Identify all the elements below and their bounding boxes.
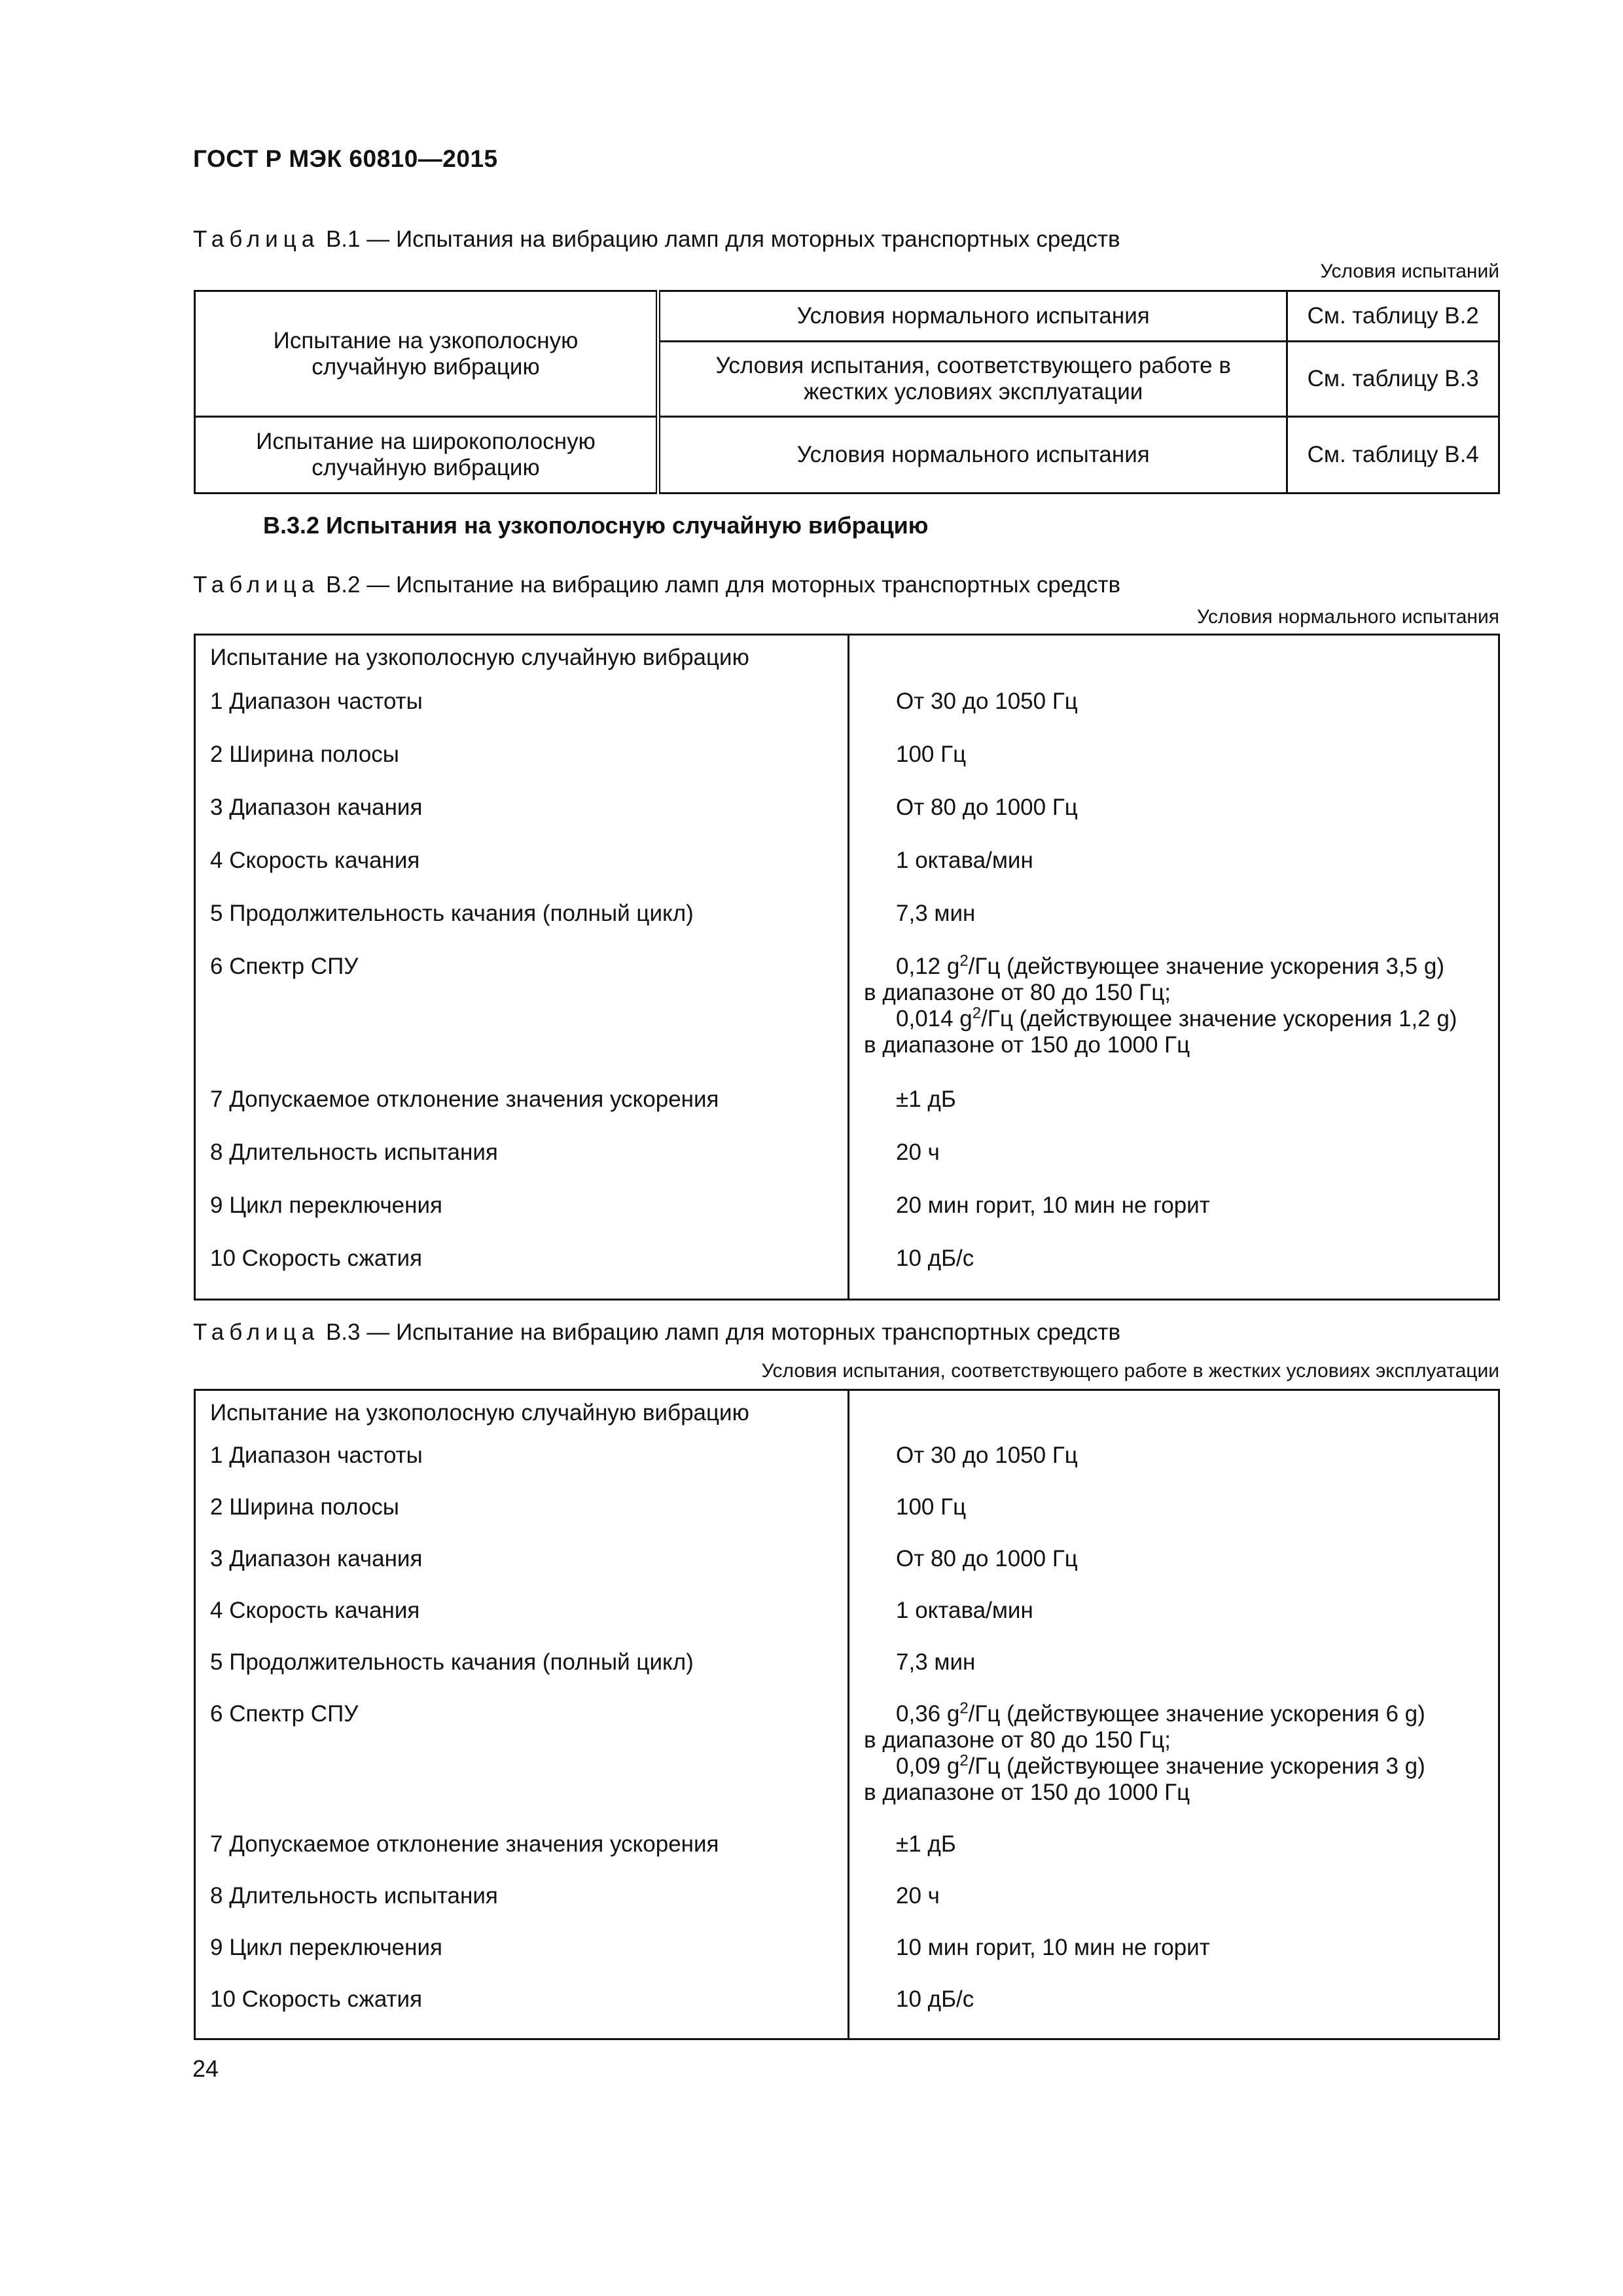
- table-b3-value-text: ±1 дБ: [896, 1831, 956, 1857]
- table-b2-value-text: 10 дБ/с: [896, 1246, 974, 1271]
- table-b3-row-value: [849, 1883, 1499, 1935]
- table-b1-normal: Условия нормального испытания: [658, 291, 1287, 342]
- table-b2-row-label: 3 Диапазон качания: [195, 795, 849, 848]
- table-b3-value-text: 20 ч: [896, 1883, 940, 1909]
- standard-designation: ГОСТ Р МЭК 60810—2015: [193, 145, 498, 172]
- table-b2-row-label: 4 Скорость качания: [195, 848, 849, 901]
- table-b3-spectrum: [849, 1701, 1499, 1831]
- table-b3-row-label: 10 Скорость сжатия: [195, 1986, 849, 2039]
- table-b2-spectrum-line-2: в диапазоне от 80 до 150 Гц;: [864, 980, 1171, 1005]
- table-b2-row-value: [849, 1139, 1499, 1193]
- table-b2: [194, 634, 1500, 1300]
- table-b1-ref-b2: См. таблицу В.2: [1287, 291, 1499, 342]
- table-b3-row-label: 5 Продолжительность качания (полный цикл): [195, 1649, 849, 1701]
- table-b2-row-label: 6 Спектр СПУ: [195, 954, 849, 1086]
- table-b2-spec1-value: 0,12 g: [896, 954, 960, 979]
- section-heading: В.3.2 Испытания на узкополосную случайную вибрацию: [263, 512, 929, 539]
- table-b3-spectrum-line-4: в диапазоне от 150 до 1000 Гц: [864, 1780, 1190, 1805]
- table-b1-severe-text: Условия испытания, соответствующего работе в жестких условиях эксплуатации: [715, 353, 1231, 404]
- table-b3-value-text: 100 Гц: [896, 1494, 967, 1520]
- table-b1-caption: [193, 226, 1120, 253]
- table-b3-row-label: 4 Скорость качания: [195, 1598, 849, 1649]
- table-b2-row-label: 10 Скорость сжатия: [195, 1246, 849, 1300]
- table-b1-normal-2: Условия нормального испытания: [658, 417, 1287, 493]
- table-b3-row-value: [849, 1546, 1499, 1598]
- table-b2-row-label: 1 Диапазон частоты: [195, 689, 849, 742]
- page-number: 24: [192, 2055, 219, 2082]
- table-b3-value-text: 7,3 мин: [896, 1649, 976, 1675]
- table-b2-spectrum-line-4: в диапазоне от 150 до 1000 Гц: [864, 1032, 1190, 1058]
- table-b2-head-value: [849, 635, 1499, 689]
- table-b3-spectrum-line-3: [864, 1753, 1498, 1780]
- table-b2-row-label: 5 Продолжительность качания (полный цикл): [195, 901, 849, 954]
- table-b3-row-label: 3 Диапазон качания: [195, 1546, 849, 1598]
- table-b1-narrowband: [195, 291, 658, 417]
- table-b3-conditions: Условия испытания, соответствующего работе в жестких условиях эксплуатации: [761, 1360, 1499, 1382]
- table-b2-row-label: 9 Цикл переключения: [195, 1193, 849, 1246]
- table-b2-value-text: ±1 дБ: [896, 1086, 956, 1112]
- table-b2-value-text: От 80 до 1000 Гц: [896, 795, 1078, 820]
- table-b3-row-value: [849, 1935, 1499, 1986]
- table-b3: [194, 1389, 1500, 2040]
- table-b3-row-label: 2 Ширина полосы: [195, 1494, 849, 1546]
- table-b2-value-text: 20 ч: [896, 1139, 940, 1165]
- table-b2-value-text: 7,3 мин: [896, 901, 976, 926]
- table-b2-value-text: От 30 до 1050 Гц: [896, 689, 1078, 714]
- table-b3-value-text: 1 октава/мин: [896, 1598, 1033, 1623]
- table-b1-caption-word: Таблица: [193, 226, 320, 252]
- table-b2-spec2-exp: 2: [972, 1004, 982, 1022]
- table-b2-row-label: 7 Допускаемое отклонение значения ускорения: [195, 1086, 849, 1139]
- table-b2-row-label: 2 Ширина полосы: [195, 742, 849, 795]
- table-b2-value-text: 20 мин горит, 10 мин не горит: [896, 1193, 1210, 1218]
- table-b3-spec1-value: 0,36 g: [896, 1701, 960, 1727]
- table-b3-spec2-desc: /Гц (действующее значение ускорения 3 g): [968, 1753, 1425, 1779]
- table-b3-head: Испытание на узкополосную случайную вибрацию: [195, 1390, 849, 1443]
- table-b3-row-label: 6 Спектр СПУ: [195, 1701, 849, 1831]
- table-b2-spectrum-line-3: [864, 1006, 1498, 1032]
- table-b2-row-value: [849, 1086, 1499, 1139]
- table-b2-spec2-value: 0,014 g: [896, 1006, 972, 1031]
- table-b3-row-label: 8 Длительность испытания: [195, 1883, 849, 1935]
- table-b1-caption-text: В.1 — Испытания на вибрацию ламп для моторных транспортных средств: [319, 226, 1120, 252]
- table-b3-row-label: 7 Допускаемое отклонение значения ускорения: [195, 1831, 849, 1883]
- table-b2-head: Испытание на узкополосную случайную вибрацию: [195, 635, 849, 689]
- table-b2-row-value: [849, 689, 1499, 742]
- table-b2-caption-text: В.2 — Испытание на вибрацию ламп для моторных транспортных средств: [319, 572, 1121, 598]
- table-b3-spec2-exp: 2: [959, 1751, 969, 1770]
- table-b2-spec1-exp: 2: [959, 952, 969, 970]
- table-b3-row-value: [849, 1986, 1499, 2039]
- table-b3-value-text: 10 мин горит, 10 мин не горит: [896, 1935, 1210, 1960]
- table-b3-spectrum-line-2: в диапазоне от 80 до 150 Гц;: [864, 1727, 1171, 1753]
- table-b1-broadband: [195, 417, 658, 493]
- table-b1-ref-b3: См. таблицу В.3: [1287, 342, 1499, 417]
- table-b1-broadband-text: Испытание на широкополосную случайную вибрацию: [256, 429, 596, 480]
- table-b3-caption: [193, 1319, 1120, 1346]
- table-b1-severe: [658, 342, 1287, 417]
- table-b2-conditions: Условия нормального испытания: [1196, 606, 1499, 628]
- table-b2-row-value: [849, 795, 1499, 848]
- table-b2-caption-word: Таблица: [193, 572, 320, 598]
- table-b1-ref-b4: См. таблицу В.4: [1287, 417, 1499, 493]
- table-b3-row-value: [849, 1443, 1499, 1494]
- table-b1-narrowband-text: Испытание на узкополосную случайную вибрацию: [273, 327, 579, 380]
- table-b2-row-value: [849, 848, 1499, 901]
- table-b3-caption-word: Таблица: [193, 1319, 320, 1345]
- table-b3-value-text: 10 дБ/с: [896, 1986, 974, 2012]
- table-b2-spec2-desc: /Гц (действующее значение ускорения 1,2 g): [981, 1006, 1457, 1031]
- table-b2-spec1-desc: /Гц (действующее значение ускорения 3,5 g): [968, 954, 1444, 979]
- table-b2-row-value: [849, 901, 1499, 954]
- table-b3-spec1-desc: /Гц (действующее значение ускорения 6 g): [968, 1701, 1425, 1727]
- table-b3-row-label: 1 Диапазон частоты: [195, 1443, 849, 1494]
- table-b2-spectrum: [849, 954, 1499, 1086]
- table-b3-spectrum-line-1: [864, 1701, 1498, 1727]
- table-b3-value-text: От 80 до 1000 Гц: [896, 1546, 1078, 1571]
- table-b2-value-text: 100 Гц: [896, 742, 967, 767]
- table-b1-conditions: Условия испытаний: [1320, 260, 1499, 282]
- table-b3-row-value: [849, 1598, 1499, 1649]
- table-b3-row-label: 9 Цикл переключения: [195, 1935, 849, 1986]
- table-b3-row-value: [849, 1831, 1499, 1883]
- table-b2-caption: [193, 572, 1120, 598]
- table-b3-row-value: [849, 1494, 1499, 1546]
- table-b2-value-text: 1 октава/мин: [896, 848, 1033, 873]
- table-b1: [194, 290, 1500, 494]
- table-b3-caption-text: В.3 — Испытание на вибрацию ламп для моторных транспортных средств: [319, 1319, 1121, 1345]
- table-b2-row-value: [849, 1193, 1499, 1246]
- table-b3-head-value: [849, 1390, 1499, 1443]
- table-b2-row-value: [849, 1246, 1499, 1300]
- table-b3-spec1-exp: 2: [959, 1699, 969, 1717]
- table-b3-spec2-value: 0,09 g: [896, 1753, 960, 1779]
- table-b3-row-value: [849, 1649, 1499, 1701]
- table-b2-row-value: [849, 742, 1499, 795]
- table-b2-spectrum-line-1: [864, 954, 1498, 980]
- table-b3-value-text: От 30 до 1050 Гц: [896, 1443, 1078, 1468]
- table-b2-row-label: 8 Длительность испытания: [195, 1139, 849, 1193]
